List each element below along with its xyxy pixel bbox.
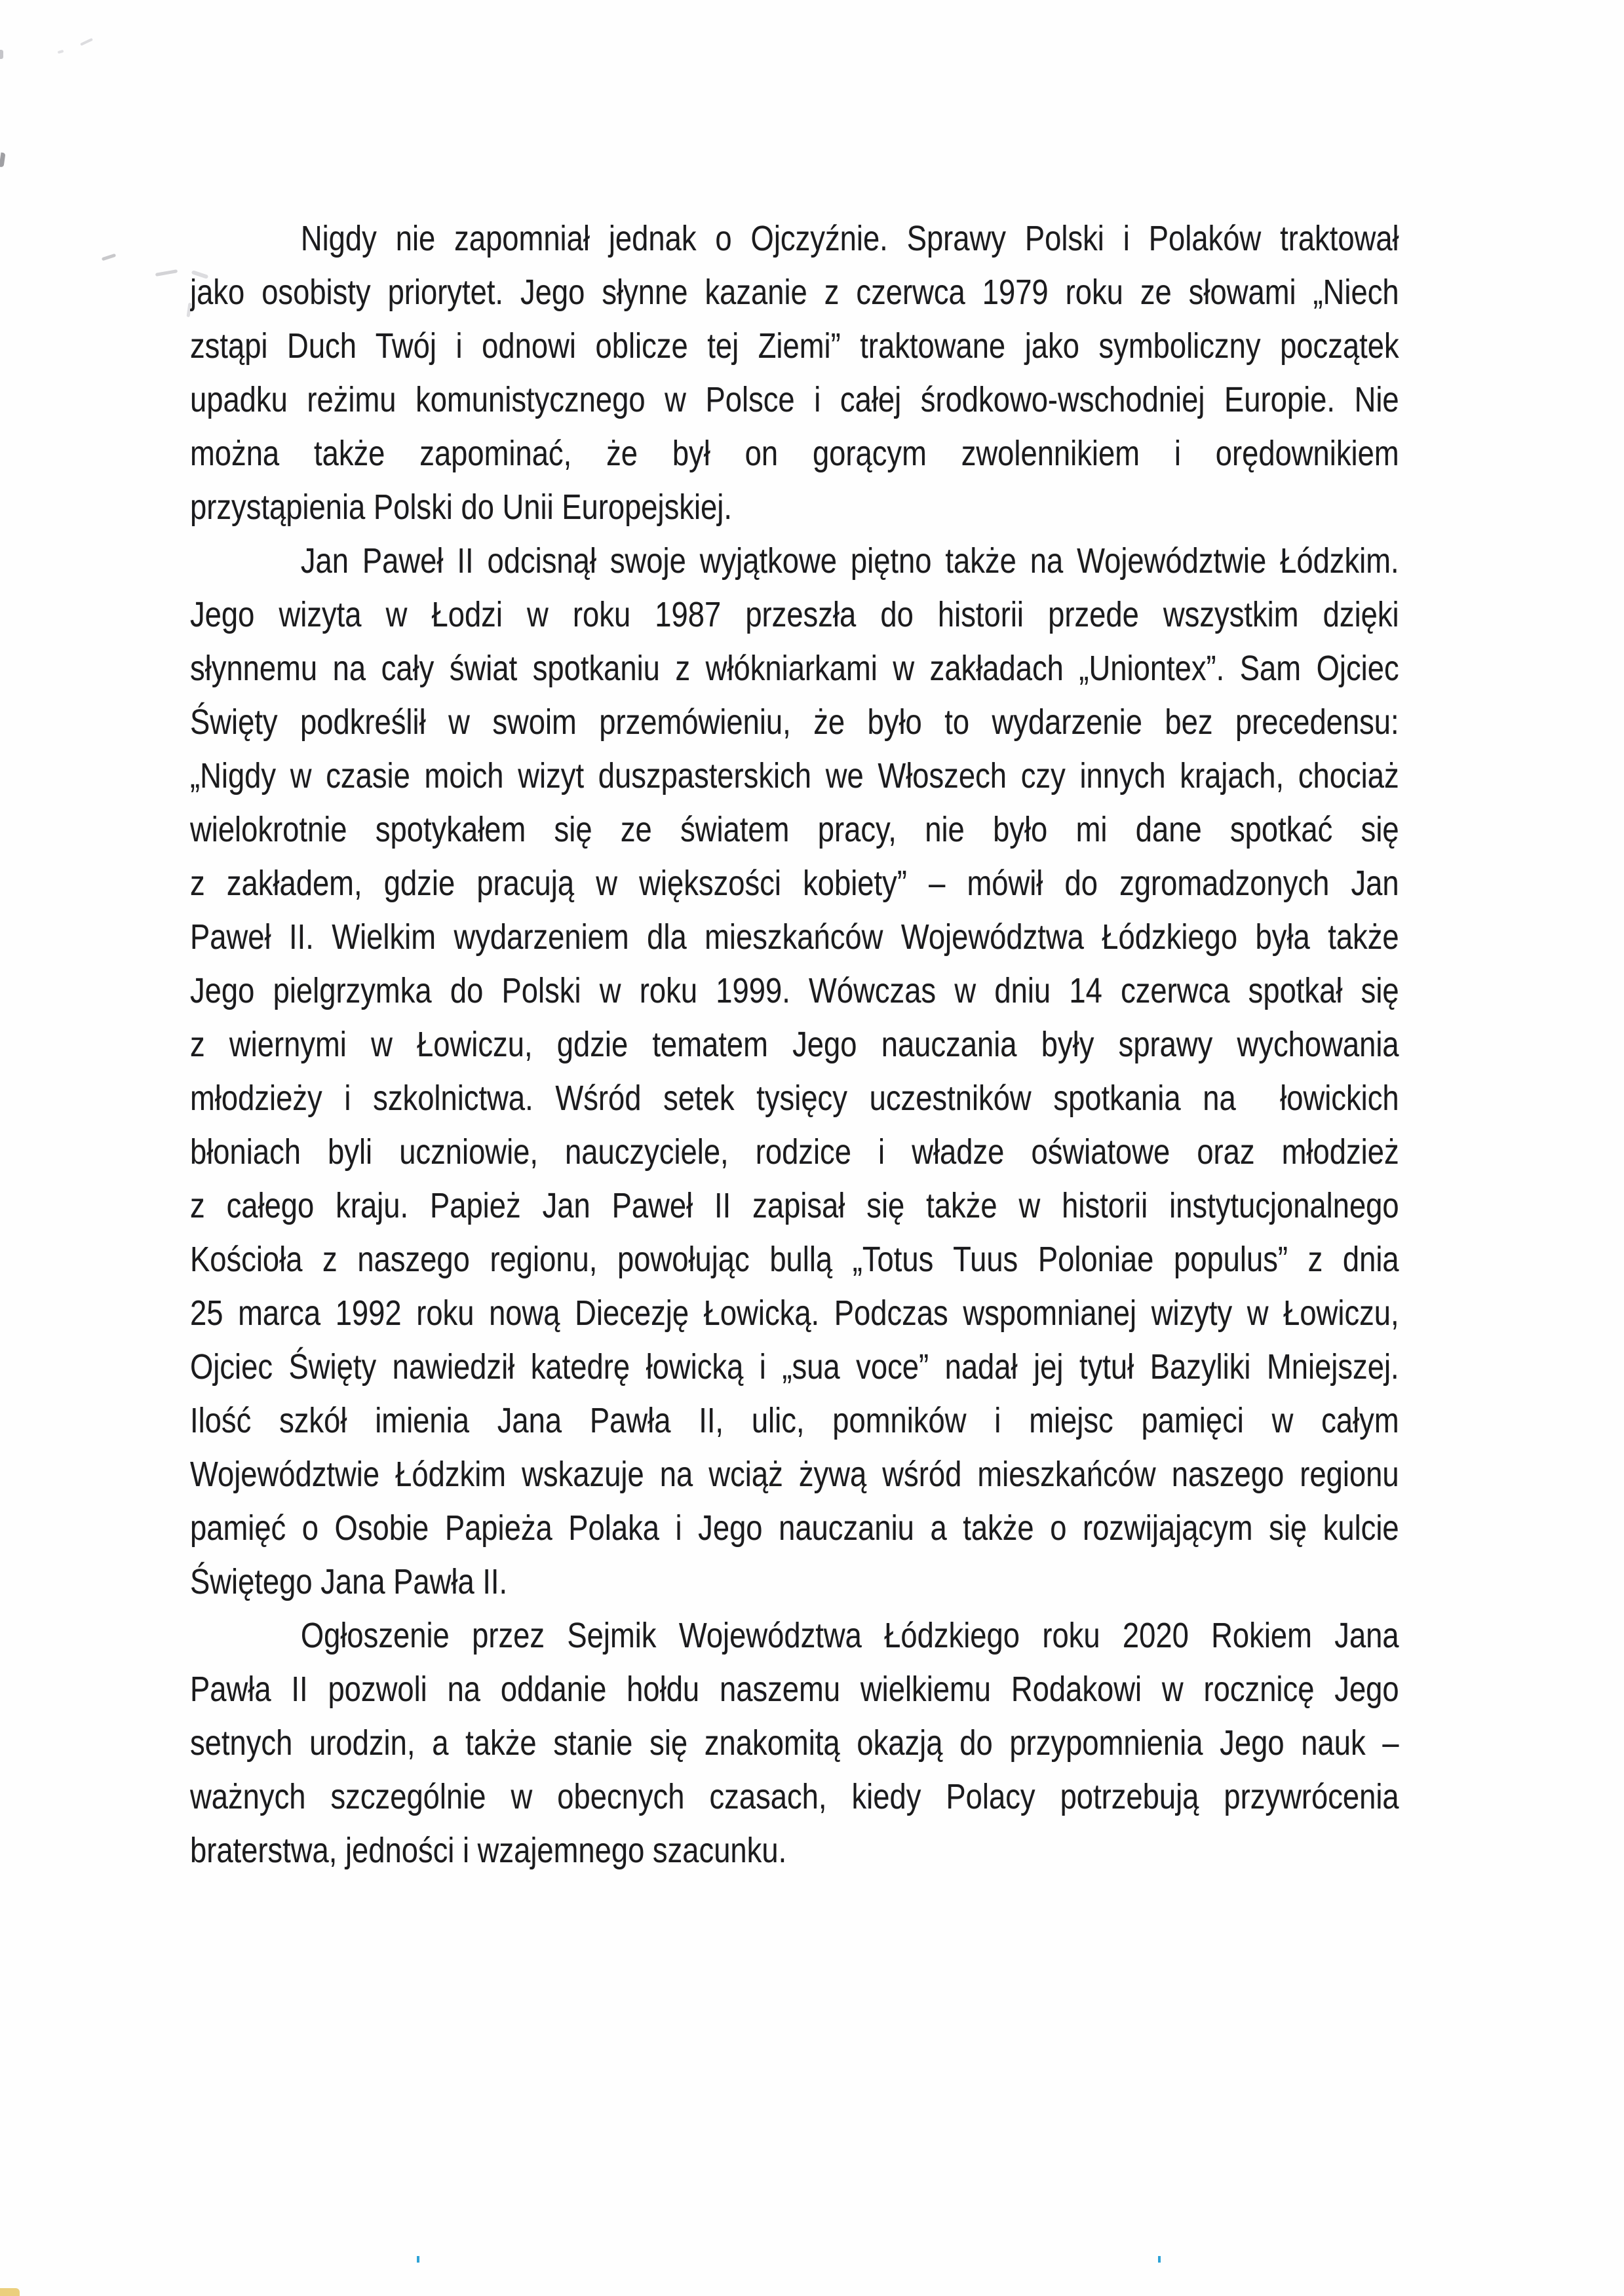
text-line: jako osobisty priorytet. Jego słynne kazanie z czerwca 1979 roku ze słowami „Niech [190,273,1399,312]
text-line: przystąpienia Polski do Unii Europejskiej. [190,488,732,527]
corner-stain [0,2288,20,2296]
text-line: Ojciec Święty nawiedził katedrę łowicką i „sua voce” nadał jej tytuł Bazyliki Mniejszej. [190,1347,1399,1387]
scan-edge-mark [0,50,3,59]
text-line: Jego wizyta w Łodzi w roku 1987 przeszła do historii przede wszystkim dzięki [190,595,1399,634]
scan-edge-mark [0,153,5,168]
text-line: Pawła II pozwoli na oddanie hołdu naszemu wielkiemu Rodakowi w rocznicę Jego [190,1670,1399,1709]
scan-speck [80,38,93,46]
scanner-blue-dot [1158,2256,1161,2263]
text-line: młodzieży i szkolnictwa. Wśród setek tysięcy uczestników spotkania na łowickich [190,1079,1399,1118]
scan-speck [58,50,64,54]
text-line: błoniach byli uczniowie, nauczyciele, rodzice i władze oświatowe oraz młodzież [190,1132,1399,1172]
text-line: z zakładem, gdzie pracują w większości kobiety” – mówił do zgromadzonych Jan [190,864,1399,903]
text-line: z całego kraju. Papież Jan Paweł II zapisał się także w historii instytucjonalnego [190,1186,1399,1225]
pencil-mark [155,269,178,277]
text-line: Świętego Jana Pawła II. [190,1562,508,1601]
text-line: Jego pielgrzymka do Polski w roku 1999. Wówczas w dniu 14 czerwca spotkał się [190,971,1399,1010]
text-line: Nigdy nie zapomniał jednak o Ojczyźnie. Sprawy Polski i Polaków traktował [300,219,1399,258]
pencil-mark [102,254,116,261]
text-line: można także zapominać, że był on gorącym zwolennikiem i orędownikiem [190,434,1399,473]
text-line: upadku reżimu komunistycznego w Polsce i całej środkowo-wschodniej Europie. Nie [190,380,1399,419]
text-line: 25 marca 1992 roku nową Diecezję Łowicką. Podczas wspomnianej wizyty w Łowiczu, [190,1293,1399,1333]
text-line: „Nigdy w czasie moich wizyt duszpasterskich we Włoszech czy innych krajach, chociaż [190,756,1399,795]
text-line: Ilość szkół imienia Jana Pawła II, ulic, pomników i miejsc pamięci w całym [190,1401,1399,1440]
scanner-blue-dot [417,2256,419,2263]
text-line: Jan Paweł II odcisnął swoje wyjątkowe piętno także na Województwie Łódzkim. [300,541,1399,581]
document-text [190,212,1624,1877]
text-line: ważnych szczególnie w obecnych czasach, kiedy Polacy potrzebują przywrócenia [190,1777,1399,1816]
text-line: Święty podkreślił w swoim przemówieniu, że było to wydarzenie bez precedensu: [190,702,1399,742]
text-line: Kościoła z naszego regionu, powołując bullą „Totus Tuus Poloniae populus” z dnia [190,1240,1399,1279]
text-line: setnych urodzin, a także stanie się znakomitą okazją do przypomnienia Jego nauk – [190,1723,1399,1763]
text-line: wielokrotnie spotykałem się ze światem pracy, nie było mi dane spotkać się [190,810,1399,849]
text-line: pamięć o Osobie Papieża Polaka i Jego nauczaniu a także o rozwijającym się kulcie [190,1508,1399,1548]
text-line: Ogłoszenie przez Sejmik Województwa Łódzkiego roku 2020 Rokiem Jana [300,1616,1399,1655]
text-line: Paweł II. Wielkim wydarzeniem dla mieszkańców Województwa Łódzkiego była także [190,917,1399,957]
text-line: Województwie Łódzkim wskazuje na wciąż żywą wśród mieszkańców naszego regionu [190,1455,1399,1494]
text-line: z wiernymi w Łowiczu, gdzie tematem Jego nauczania były sprawy wychowania [190,1025,1399,1064]
text-line: braterstwa, jedności i wzajemnego szacunku. [190,1831,787,1870]
text-line: zstąpi Duch Twój i odnowi oblicze tej Ziemi” traktowane jako symboliczny początek [190,326,1399,366]
text-line: słynnemu na cały świat spotkaniu z włókniarkami w zakładach „Uniontex”. Sam Ojciec [190,649,1399,688]
